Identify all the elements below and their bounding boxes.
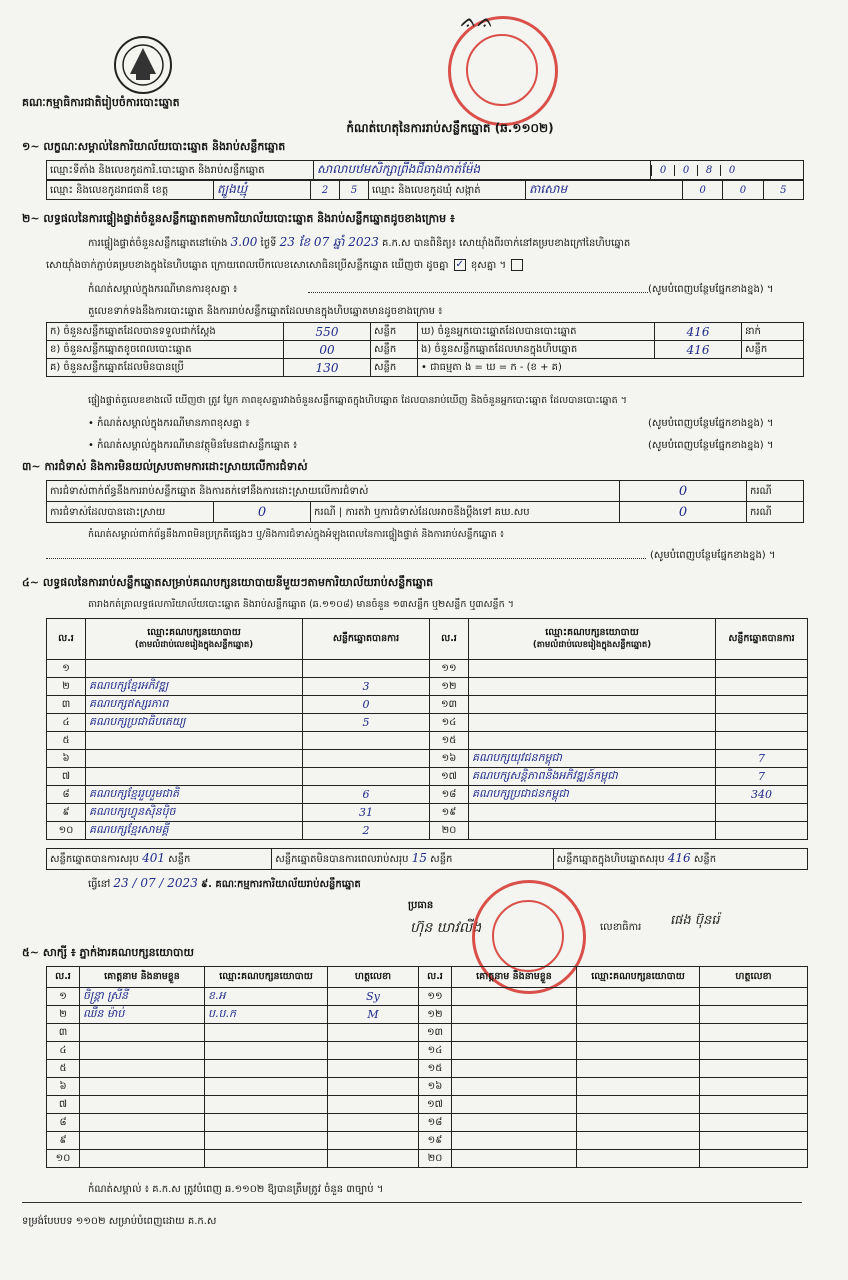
location-table — [46, 160, 804, 180]
party-no: ១៤ — [430, 714, 469, 732]
commune-code-digit: 5 — [763, 181, 803, 200]
witness-name[interactable] — [452, 1096, 577, 1114]
total-box-unit: សន្លឹក — [693, 854, 717, 865]
witness-sign: Sy — [328, 988, 419, 1006]
party-no: ៣ — [47, 696, 86, 714]
object-remark-label: • កំណត់សម្គាល់ក្នុងករណីមានវត្ថុមិនមែនជាសន្លឹកឆ្នោត ៖ — [88, 440, 298, 451]
party-votes: 2 — [303, 822, 430, 840]
party-name: គណបក្សហ្វុនស៊ិនប៉ិច — [86, 804, 303, 822]
commune-value: តាសោម — [526, 181, 683, 200]
party-name — [469, 732, 716, 750]
figure-value: 416 — [655, 323, 742, 341]
location-value: សាលាបឋមសិក្សាព្រីងជីធាងកាត់ម៉ែង — [314, 161, 651, 180]
witness-col-name: គោត្តនាម និងនាមខ្លួន — [80, 967, 205, 988]
results-intro: តារាងកត់ត្រាលទ្ធផលការិយាល័យបោះឆ្នោត និងរាប់សន្លឹកឆ្នោត (ឆ.១១០៨) មានចំនួន ១៣សន្លឹក ឬ២សន្លឹក ឬ៣សន្លឹក ។ — [88, 599, 514, 610]
appeal-unit: ករណី — [747, 502, 804, 523]
location-label: ឈ្មោះទីតាំង និងលេខកូដការិ.បោះឆ្នោត និងរាប់សន្លឹកឆ្នោត — [47, 161, 314, 180]
witness-no: ៧ — [47, 1096, 80, 1114]
witness-party — [205, 1114, 328, 1132]
witness-party[interactable] — [577, 1024, 700, 1042]
witness-sign — [328, 1096, 419, 1114]
col-party-title: ឈ្មោះគណបក្សនយោបាយ — [545, 627, 639, 638]
witness-row — [47, 1042, 808, 1060]
irregularity-note: កំណត់សម្គាល់ពាក់ព័ន្ធនឹងភាពមិនប្រក្រតីផ្សេងៗ ឬ/និងការជំទាស់ក្នុងអំឡុងពេលនៃការផ្ទៀងផ្ទាត់ និងការរាប់សន្លឹកឆ្នោត ៖ — [88, 529, 505, 540]
party-no: ១៦ — [430, 750, 469, 768]
party-votes: 3 — [303, 678, 430, 696]
results-row — [47, 678, 808, 696]
witness-no: ៩ — [47, 1132, 80, 1150]
party-no: ៤ — [47, 714, 86, 732]
witness-party[interactable] — [577, 988, 700, 1006]
party-name: គណបក្សសន្តិភាពនិងអភិវឌ្ឍន៍កម្ពុជា — [469, 768, 716, 786]
witness-no: ១៦ — [419, 1078, 452, 1096]
witness-sign — [328, 1078, 419, 1096]
col-votes: សន្លឹកឆ្នោតបានការ — [716, 619, 808, 660]
figures-table — [46, 322, 804, 377]
chair-name: ហ៊ុន ឃាវលីង — [410, 920, 482, 936]
party-votes — [303, 750, 430, 768]
witness-sign[interactable] — [700, 1042, 808, 1060]
figure-unit: សន្លឹក — [371, 341, 418, 359]
witness-name — [80, 1060, 205, 1078]
total-invalid — [272, 849, 553, 870]
party-votes: 31 — [303, 804, 430, 822]
witness-no: ១៤ — [419, 1042, 452, 1060]
total-box — [553, 849, 807, 870]
irregularity-hint: (សូមបំពេញបន្ថែមផ្នែកខាងខ្នង) ។ — [650, 550, 776, 561]
results-row — [47, 696, 808, 714]
results-table — [46, 618, 808, 840]
verification-time: 3.00 — [230, 235, 258, 249]
col-party — [86, 619, 303, 660]
witness-col-party: ឈ្មោះគណបក្សនយោបាយ — [205, 967, 328, 988]
location-code — [651, 161, 804, 180]
party-votes — [716, 678, 808, 696]
witness-sign — [328, 1060, 419, 1078]
figure-label: ង) ចំនួនសន្លឹកឆ្នោតដែលមានក្នុងហិបឆ្នោត — [418, 341, 655, 359]
province-table — [46, 180, 804, 200]
party-no: ២០ — [430, 822, 469, 840]
party-no: ១២ — [430, 678, 469, 696]
verification-text: ការផ្ទៀងផ្ទាត់ចំនួនសន្លឹកឆ្នោតនៅម៉ោង — [88, 238, 228, 249]
party-name: គណបក្សប្រជាជនកម្ពុជា — [469, 786, 716, 804]
witness-note: កំណត់សម្គាល់ ៖ គ.ក.ស ត្រូវបំពេញ ឆ.១១០២ ឱ្យបានត្រឹមត្រូវ ចំនួន ៣ច្បាប់ ។ — [88, 1184, 384, 1195]
made-on-date: 23 / 07 / 2023 — [113, 876, 198, 890]
witness-col-sign: ហត្ថលេខា — [328, 967, 419, 988]
party-no: ៦ — [47, 750, 86, 768]
section3-heading: ៣~ ការជំទាស់ និងការមិនយល់ស្របតាមការដោះស្រាយលើការជំទាស់ — [22, 460, 308, 473]
witness-row — [47, 1078, 808, 1096]
diff-note-line — [88, 282, 808, 297]
witness-name[interactable] — [452, 1114, 577, 1132]
col-party — [469, 619, 716, 660]
witness-no: ៨ — [47, 1114, 80, 1132]
total-valid — [47, 849, 272, 870]
party-votes — [716, 660, 808, 678]
col-party-sub: (តាមលំដាប់លេខរៀងក្នុងសន្លឹកឆ្នោត) — [134, 640, 254, 650]
col-party-title: ឈ្មោះគណបក្សនយោបាយ — [147, 627, 241, 638]
date-label: ថ្ងៃទី — [260, 238, 277, 249]
witness-sign[interactable] — [700, 988, 808, 1006]
figure-label: ក) ចំនួនសន្លឹកឆ្នោតដែលបានទទួលជាក់ស្តែង — [47, 323, 284, 341]
witness-sign[interactable] — [700, 1024, 808, 1042]
figure-formula: • ជាធម្មតា ង = ឃ = ក - (ខ + គ) — [418, 359, 804, 377]
party-name: គណបក្សប្រជាធិបតេយ្យ — [86, 714, 303, 732]
witness-sign — [328, 1042, 419, 1060]
party-name — [469, 696, 716, 714]
total-valid-value: 401 — [142, 851, 165, 865]
party-name: គណបក្សយុវជនកម្ពុជា — [469, 750, 716, 768]
witness-name[interactable] — [452, 1132, 577, 1150]
party-name — [86, 732, 303, 750]
witness-row — [47, 1096, 808, 1114]
results-row — [47, 804, 808, 822]
party-no: ៥ — [47, 732, 86, 750]
total-box-value: 416 — [667, 851, 691, 865]
witness-sign[interactable] — [700, 1096, 808, 1114]
party-name: គណបក្សខ្មែរសាមគ្គី — [86, 822, 303, 840]
figure-label: ខ) ចំនួនសន្លឹកឆ្នោតខូចពេលបោះឆ្នោត — [47, 341, 284, 359]
witness-party[interactable] — [577, 1006, 700, 1024]
code-digit: 0 — [651, 165, 674, 176]
verification-text-b: គ.ក.ស បានពិនិត្យ៖ សោយ៉ាំងពីរចាក់នៅគម្របខាងក្រៅនៃហិបឆ្នោត — [381, 238, 631, 249]
witness-row — [47, 1114, 808, 1132]
party-votes — [716, 732, 808, 750]
witness-name — [80, 1114, 205, 1132]
official-seal-top-inner — [466, 34, 538, 106]
province-value: ត្បូងឃ្មុំ — [214, 181, 311, 200]
compare-line: ផ្ទៀងផ្ទាត់តួលេខខាងលើ ឃើញថា ត្រូវ ប្លែក ភាពខុសគ្នារវាងចំនួនសន្លឹកឆ្នោតក្នុងហិបឆ្នោត ដែលបានរាប់ឃើញ និងចំនួនអ្នកបោះឆ្នោត ដែលបានបោះឆ្នោត ។ — [88, 395, 627, 406]
total-box-label: សន្លឹកឆ្នោតក្នុងហិបឆ្នោតសរុប — [556, 854, 665, 865]
party-no: ១ — [47, 660, 86, 678]
party-no: ១០ — [47, 822, 86, 840]
witness-party — [205, 1060, 328, 1078]
resolved-value: 0 — [214, 502, 311, 523]
witness-name: ឈឺន ម៉ាប់ — [80, 1006, 205, 1024]
appeal-text: ការតវ៉ា ឬការជំទាស់ដែលអាចនឹងប្តឹងទៅ គឃ.សប — [345, 506, 530, 518]
witness-party — [205, 1150, 328, 1168]
same-checkbox[interactable]: ✓ — [455, 259, 464, 270]
province-code-digit: 5 — [340, 181, 369, 200]
complaint-unit: ករណី — [747, 481, 804, 502]
diff-remark-label: • កំណត់សម្គាល់ក្នុងករណីមានភាពខុសគ្នា ៖ — [88, 418, 250, 429]
committee-label: ៩. គណៈកម្មការការិយាល័យរាប់សន្លឹកឆ្នោត — [201, 879, 361, 890]
party-votes — [716, 822, 808, 840]
witness-name — [80, 1078, 205, 1096]
code-digit: 0 — [674, 165, 697, 176]
party-name: គណបក្សឥស្សរភាព — [86, 696, 303, 714]
witness-name[interactable] — [452, 1042, 577, 1060]
witness-sign[interactable] — [700, 1132, 808, 1150]
witness-name[interactable] — [452, 1006, 577, 1024]
witness-sign — [328, 1132, 419, 1150]
diff-remark-hint: (សូមបំពេញបន្ថែមផ្នែកខាងខ្នង) ។ — [648, 418, 774, 429]
party-no: ៧ — [47, 768, 86, 786]
party-name — [86, 768, 303, 786]
lock-check-text: សោយ៉ាំងចាក់ភ្ជាប់គម្របខាងក្នុងនៃហិបឆ្នោត ក្រោយពេលបើកលេខសោសោធិនប្រើសន្លឹកឆ្នោត ឃើញថា ដូចគ្នា — [46, 260, 449, 271]
witness-party[interactable] — [577, 1150, 700, 1168]
party-name — [469, 822, 716, 840]
party-votes — [303, 768, 430, 786]
witness-row — [47, 1060, 808, 1078]
appeal-label: ករណី | ការតវ៉ា ឬការជំទាស់ដែលអាចនឹងប្តឹងទៅ គឃ.សប — [311, 502, 620, 523]
col-votes: សន្លឹកឆ្នោតបានការ — [303, 619, 430, 660]
party-no: ១១ — [430, 660, 469, 678]
nec-logo — [112, 34, 174, 96]
object-remark-hint: (សូមបំពេញបន្ថែមផ្នែកខាងខ្នង) ។ — [648, 440, 774, 451]
witness-name[interactable] — [452, 1024, 577, 1042]
witness-party: ប.ប.ក — [205, 1006, 328, 1024]
party-name — [86, 750, 303, 768]
party-votes — [716, 696, 808, 714]
party-name — [469, 660, 716, 678]
secretary-label: លេខាធិការ — [600, 922, 642, 933]
witness-no: ១៥ — [419, 1060, 452, 1078]
witness-party — [205, 1096, 328, 1114]
witness-name[interactable] — [452, 1060, 577, 1078]
witness-no: ៣ — [47, 1024, 80, 1042]
witness-no: ៤ — [47, 1042, 80, 1060]
party-name — [469, 804, 716, 822]
party-votes: 6 — [303, 786, 430, 804]
official-seal-bottom-inner — [492, 900, 564, 972]
witness-party: ខ.អ — [205, 988, 328, 1006]
witness-name: ចិន្ត្រា ស្រីនី — [80, 988, 205, 1006]
irregularity-field[interactable] — [46, 558, 646, 559]
section1-heading: ១~ លក្ខណៈសម្គាល់នៃការិយាល័យបោះឆ្នោត និងរាប់សន្លឹកឆ្នោត — [22, 140, 286, 153]
figure-value: 00 — [284, 341, 371, 359]
witness-no: ១៣ — [419, 1024, 452, 1042]
party-name — [86, 660, 303, 678]
witness-name — [80, 1150, 205, 1168]
signature-top: ᨊᨊ — [460, 8, 494, 32]
secretary-name: ផេង ប៊ុនរ៉េ — [670, 913, 720, 928]
witness-row — [47, 1150, 808, 1168]
party-votes — [303, 732, 430, 750]
col-party-sub: (តាមលំដាប់លេខរៀងក្នុងសន្លឹកឆ្នោត) — [532, 640, 652, 650]
witness-row — [47, 988, 808, 1006]
witness-sign[interactable] — [700, 1006, 808, 1024]
witness-row — [47, 1024, 808, 1042]
witness-col-party: ឈ្មោះគណបក្សនយោបាយ — [577, 967, 700, 988]
results-row — [47, 786, 808, 804]
commune-code-digit: 0 — [683, 181, 723, 200]
totals-table — [46, 848, 808, 870]
witness-no: ៦ — [47, 1078, 80, 1096]
witness-no: ១១ — [419, 988, 452, 1006]
party-votes: 5 — [303, 714, 430, 732]
witness-party — [205, 1024, 328, 1042]
witness-name — [80, 1042, 205, 1060]
code-digit: 8 — [697, 165, 720, 176]
total-invalid-value: 15 — [411, 851, 427, 865]
section5-heading: ៥~ សាក្សី ៖ ភ្នាក់ងារគណបក្សនយោបាយ — [22, 946, 195, 959]
figure-unit: សន្លឹក — [371, 323, 418, 341]
witness-sign[interactable] — [700, 1114, 808, 1132]
total-invalid-unit: សន្លឹក — [430, 854, 453, 865]
code-digit: 0 — [720, 165, 743, 176]
witness-no: ១៩ — [419, 1132, 452, 1150]
party-votes — [716, 714, 808, 732]
party-votes: 7 — [716, 768, 808, 786]
witness-no: ៥ — [47, 1060, 80, 1078]
party-no: ១៧ — [430, 768, 469, 786]
total-valid-unit: សន្លឹក — [168, 854, 191, 865]
witness-no: ១២ — [419, 1006, 452, 1024]
witness-party — [205, 1132, 328, 1150]
witness-col-no: ល.រ — [419, 967, 452, 988]
made-on-label: ធ្វើនៅ — [88, 879, 111, 890]
witness-sign: M — [328, 1006, 419, 1024]
party-votes: 340 — [716, 786, 808, 804]
party-name: គណបក្សខ្មែររួបរួមជាតិ — [86, 786, 303, 804]
party-no: ៨ — [47, 786, 86, 804]
party-no: ១៩ — [430, 804, 469, 822]
witness-party[interactable] — [577, 1114, 700, 1132]
diff-note-label: កំណត់សម្គាល់ក្នុងករណីមានការខុសគ្នា ៖ — [88, 284, 238, 295]
witness-no: ២ — [47, 1006, 80, 1024]
witness-name — [80, 1096, 205, 1114]
witness-sign — [328, 1150, 419, 1168]
witness-no: ២០ — [419, 1150, 452, 1168]
party-votes — [303, 660, 430, 678]
appeal-value: 0 — [620, 502, 747, 523]
different-checkbox[interactable] — [511, 259, 523, 271]
lock-check-text-b: ខុសគ្នា ។ — [470, 260, 507, 271]
figure-value: 416 — [655, 341, 742, 359]
witness-sign[interactable] — [700, 1150, 808, 1168]
witness-name — [80, 1024, 205, 1042]
results-row — [47, 660, 808, 678]
verification-line — [88, 234, 808, 252]
figure-label: ឃ) ចំនួនអ្នកបោះឆ្នោតដែលបានបោះឆ្នោត — [418, 323, 655, 341]
witness-no: ១៨ — [419, 1114, 452, 1132]
witness-party[interactable] — [577, 1078, 700, 1096]
witness-party[interactable] — [577, 1132, 700, 1150]
party-votes: 0 — [303, 696, 430, 714]
witness-sign — [328, 1024, 419, 1042]
party-name — [469, 678, 716, 696]
party-votes: 7 — [716, 750, 808, 768]
figure-label: គ) ចំនួនសន្លឹកឆ្នោតដែលមិនបានប្រើ — [47, 359, 284, 377]
object-remark-line — [88, 438, 808, 453]
section2-heading: ២~ លទ្ធផលនៃការផ្ទៀងផ្ទាត់ចំនួនសន្លឹកឆ្នោតតាមការិយាល័យបោះឆ្នោត និងរាប់សន្លឹកឆ្នោតដូចខាងក្រោម ៖ — [22, 212, 455, 225]
witness-name[interactable] — [452, 988, 577, 1006]
party-no: ១៣ — [430, 696, 469, 714]
figure-unit: សន្លឹក — [742, 341, 804, 359]
witness-no: ១០ — [47, 1150, 80, 1168]
col-no: ល.រ — [430, 619, 469, 660]
witness-party — [205, 1078, 328, 1096]
diff-remark-line — [88, 416, 808, 431]
results-row — [47, 768, 808, 786]
resolved-unit: ករណី — [314, 506, 336, 518]
figure-value: 550 — [284, 323, 371, 341]
total-invalid-label: សន្លឹកឆ្នោតមិនបានការពេលរាប់សរុប — [275, 854, 409, 865]
witness-party[interactable] — [577, 1042, 700, 1060]
verification-date: 23 ខែ 07 ឆ្នាំ 2023 — [279, 235, 379, 249]
witness-party[interactable] — [577, 1060, 700, 1078]
commune-code-digit: 0 — [723, 181, 763, 200]
total-valid-label: សន្លឹកឆ្នោតបានការសរុប — [50, 854, 139, 865]
province-label: ឈ្មោះ និងលេខកូដរាជធានី ខេត្ត — [47, 181, 214, 200]
witness-row — [47, 1132, 808, 1150]
witness-sign[interactable] — [700, 1078, 808, 1096]
complaint-label: ការជំទាស់ពាក់ព័ន្ធនឹងការរាប់សន្លឹកឆ្នោត និងការតក់ទៅនឹងការដោះស្រាយលើការជំទាស់ — [47, 481, 620, 502]
witness-body — [47, 988, 808, 1168]
figure-value: 130 — [284, 359, 371, 377]
witness-table — [46, 966, 808, 1168]
witness-party[interactable] — [577, 1096, 700, 1114]
party-no: ៩ — [47, 804, 86, 822]
org-name: គណៈកម្មាធិការជាតិរៀបចំការបោះឆ្នោត — [22, 96, 180, 109]
party-no: ១៥ — [430, 732, 469, 750]
witness-name[interactable] — [452, 1150, 577, 1168]
lock-check-line — [46, 258, 806, 273]
results-row — [47, 714, 808, 732]
form-title: កំណត់ហេតុនៃការរាប់សន្លឹកឆ្នោត (ឆ.១១០២) — [346, 121, 554, 135]
made-on-line — [88, 876, 361, 892]
party-no: ២ — [47, 678, 86, 696]
diff-note-field[interactable] — [308, 292, 648, 293]
witness-name[interactable] — [452, 1078, 577, 1096]
witness-no: ១៧ — [419, 1096, 452, 1114]
results-row — [47, 750, 808, 768]
witness-col-sign: ហត្ថលេខា — [700, 967, 808, 988]
form-footer: ទម្រង់បែបបទ ១១០២ សម្រាប់បំពេញដោយ គ.ក.ស — [22, 1216, 217, 1227]
figure-unit: សន្លឹក — [371, 359, 418, 377]
col-no: ល.រ — [47, 619, 86, 660]
witness-row — [47, 1006, 808, 1024]
resolved-label: ការជំទាស់ដែលបានដោះស្រាយ — [47, 502, 214, 523]
commune-label: ឈ្មោះ និងលេខកូដឃុំ សង្កាត់ — [369, 181, 526, 200]
party-votes — [716, 804, 808, 822]
results-body — [47, 660, 808, 840]
party-no: ១៨ — [430, 786, 469, 804]
witness-col-no: ល.រ — [47, 967, 80, 988]
results-row — [47, 822, 808, 840]
chair-label: ប្រធាន — [408, 900, 434, 911]
footer-divider — [22, 1202, 802, 1203]
witness-col-name: គោត្តនាម និងនាមខ្លួន — [452, 967, 577, 988]
results-row — [47, 732, 808, 750]
party-name: គណបក្សខ្មែរអភិវឌ្ឍ — [86, 678, 303, 696]
witness-party — [205, 1042, 328, 1060]
diff-note-hint: (សូមបំពេញបន្ថែមផ្នែកខាងខ្នង) ។ — [648, 284, 774, 295]
witness-sign[interactable] — [700, 1060, 808, 1078]
witness-no: ១ — [47, 988, 80, 1006]
party-name — [469, 714, 716, 732]
witness-sign — [328, 1114, 419, 1132]
figures-intro: តួលេខទាក់ទងនឹងការបោះឆ្នោត និងការរាប់សន្លឹកឆ្នោតដែលមានក្នុងហិបឆ្នោតមានដូចខាងក្រោម ៖ — [88, 306, 443, 317]
complaint-value: 0 — [620, 481, 747, 502]
witness-name — [80, 1132, 205, 1150]
section4-heading: ៤~ លទ្ធផលនៃការរាប់សន្លឹកឆ្នោតសម្រាប់គណបក្សនយោបាយនីមួយៗតាមការិយាល័យរាប់សន្លឹកឆ្នោត — [22, 576, 434, 589]
complaints-table — [46, 480, 804, 523]
province-code-digit: 2 — [311, 181, 340, 200]
figure-unit: នាក់ — [742, 323, 804, 341]
